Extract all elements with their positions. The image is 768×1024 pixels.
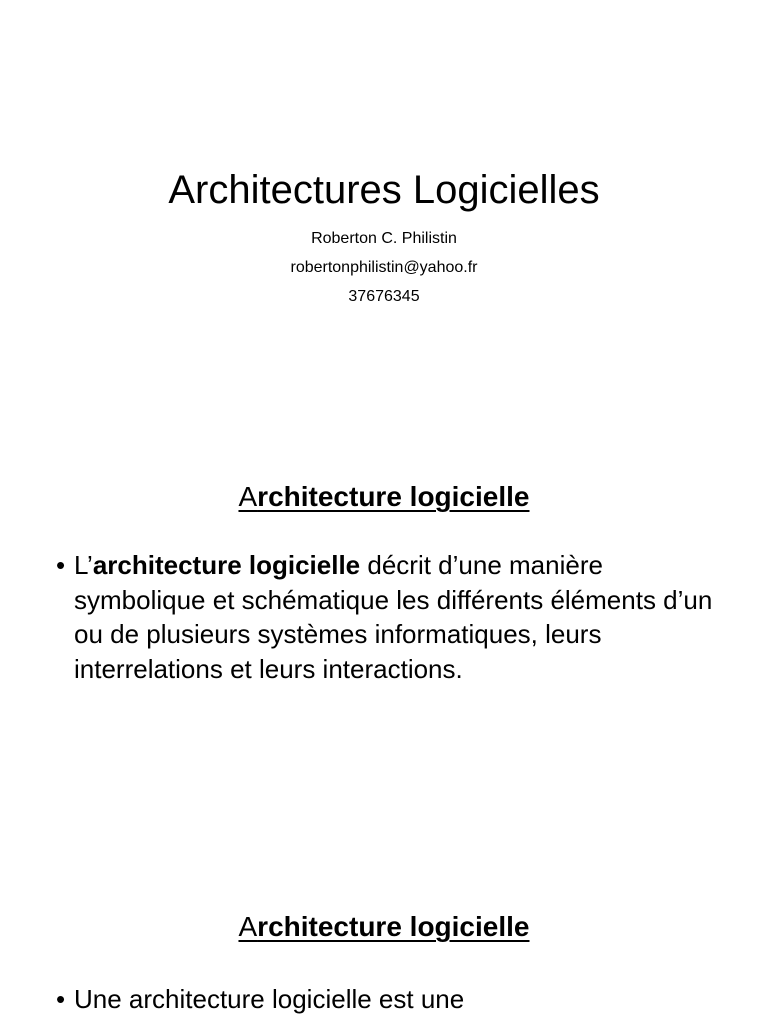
heading-first-letter: A — [238, 481, 258, 512]
author-name: Roberton C. Philistin — [311, 230, 457, 247]
bullet-marker: • — [56, 550, 66, 580]
slide-heading-text — [238, 481, 529, 512]
title-slide — [0, 0, 768, 430]
bullet-text: décrit d’une manière symbolique et schématique les différents éléments d’un ou de plusieurs systèmes informatiques, leurs interrelations et leurs interactions. — [74, 550, 713, 684]
bullet-paragraph — [56, 982, 716, 1017]
bullet-bold-term: architecture logicielle — [92, 550, 361, 580]
slide-heading-text — [238, 911, 529, 942]
slide-heading — [0, 480, 768, 514]
author-email: robertonphilistin@yahoo.fr — [290, 259, 478, 276]
author-phone: 37676345 — [348, 288, 420, 305]
presentation-title: Architectures Logicielles — [168, 168, 600, 212]
bullet-prefix: L’ — [74, 550, 93, 580]
slide-architecture-continued — [0, 860, 768, 1024]
slide-architecture-definition — [0, 430, 768, 860]
heading-rest: rchitecture logicielle — [257, 911, 530, 942]
bullet-paragraph — [56, 548, 716, 686]
bullet-text: Une architecture logicielle est une — [74, 984, 465, 1014]
heading-rest: rchitecture logicielle — [257, 481, 530, 512]
slide-heading — [0, 910, 768, 944]
bullet-marker: • — [56, 984, 66, 1014]
heading-first-letter: A — [238, 911, 258, 942]
